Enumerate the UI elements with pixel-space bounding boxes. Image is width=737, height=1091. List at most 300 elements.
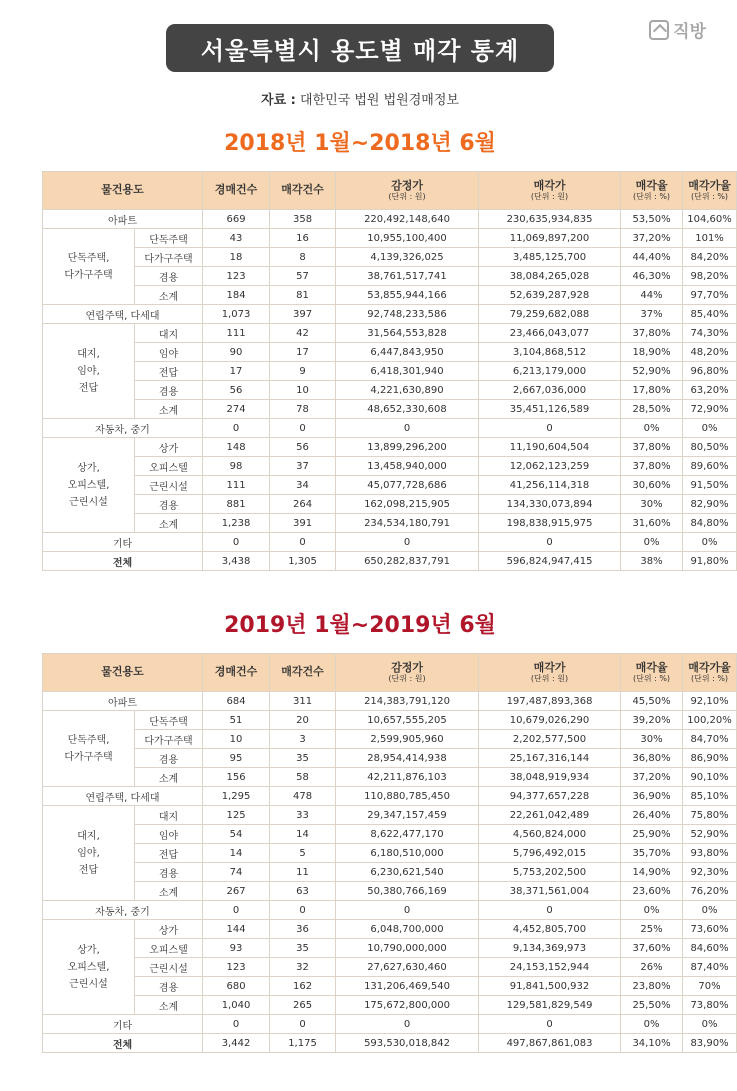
subcategory-cell: 임야	[135, 343, 203, 362]
subcategory-cell: 오피스텔	[135, 457, 203, 476]
stats-table-2019	[42, 653, 737, 1053]
subcategory-cell: 겸용	[135, 381, 203, 400]
subcategory-cell: 전답	[135, 362, 203, 381]
sale-price-cell: 0	[479, 901, 621, 920]
table-row	[43, 939, 737, 958]
appraisal-cell: 6,447,843,950	[336, 343, 479, 362]
table-row	[43, 787, 737, 806]
category-cell: 기타	[43, 533, 203, 552]
auction-count-cell: 123	[203, 958, 270, 977]
auction-count-cell: 669	[203, 210, 270, 229]
sale-rate-cell: 36,80%	[621, 749, 683, 768]
sold-count-cell: 0	[270, 901, 336, 920]
appraisal-cell: 10,790,000,000	[336, 939, 479, 958]
table-row	[43, 267, 737, 286]
header-appraisal	[336, 172, 479, 210]
appraisal-cell: 6,230,621,540	[336, 863, 479, 882]
sold-count-cell: 5	[270, 844, 336, 863]
sold-count-cell: 478	[270, 787, 336, 806]
sale-price-cell: 38,371,561,004	[479, 882, 621, 901]
sale-rate-cell: 28,50%	[621, 400, 683, 419]
table-row	[43, 533, 737, 552]
header-sale-price	[479, 172, 621, 210]
appraisal-cell: 0	[336, 901, 479, 920]
table-row	[43, 768, 737, 787]
subcategory-cell: 상가	[135, 920, 203, 939]
price-rate-cell: 97,70%	[683, 286, 737, 305]
sale-rate-cell: 37,80%	[621, 438, 683, 457]
table-row	[43, 438, 737, 457]
sold-count-cell: 81	[270, 286, 336, 305]
sale-price-cell: 38,084,265,028	[479, 267, 621, 286]
auction-count-cell: 56	[203, 381, 270, 400]
table-row	[43, 920, 737, 939]
sold-count-cell: 3	[270, 730, 336, 749]
auction-count-cell: 123	[203, 267, 270, 286]
category-group-cell: 단독주택, 다가구주택	[43, 229, 135, 305]
price-rate-cell: 75,80%	[683, 806, 737, 825]
header-label: 매각건수	[281, 183, 324, 197]
sold-count-cell: 14	[270, 825, 336, 844]
table-row	[43, 362, 737, 381]
sold-count-cell: 1,305	[270, 552, 336, 571]
category-cell: 기타	[43, 1015, 203, 1034]
header-unit: (단위 : 원)	[530, 192, 569, 202]
sale-rate-cell: 30,60%	[621, 476, 683, 495]
sale-price-cell: 4,560,824,000	[479, 825, 621, 844]
sale-rate-cell: 30%	[621, 495, 683, 514]
sale-rate-cell: 0%	[621, 1015, 683, 1034]
auction-count-cell: 1,040	[203, 996, 270, 1015]
sale-price-cell: 2,667,036,000	[479, 381, 621, 400]
price-rate-cell: 89,60%	[683, 457, 737, 476]
subcategory-cell: 근린시설	[135, 958, 203, 977]
sale-rate-cell: 46,30%	[621, 267, 683, 286]
table-row	[43, 495, 737, 514]
sale-price-cell: 5,796,492,015	[479, 844, 621, 863]
header-label: 경매건수	[214, 665, 258, 679]
price-rate-cell: 96,80%	[683, 362, 737, 381]
table-row	[43, 210, 737, 229]
auction-count-cell: 98	[203, 457, 270, 476]
subcategory-cell: 겸용	[135, 977, 203, 996]
appraisal-cell: 13,899,296,200	[336, 438, 479, 457]
sold-count-cell: 311	[270, 692, 336, 711]
header-sale-rate	[621, 654, 683, 692]
sale-price-cell: 52,639,287,928	[479, 286, 621, 305]
header-price-rate	[683, 654, 737, 692]
auction-count-cell: 111	[203, 324, 270, 343]
header-row	[43, 172, 737, 210]
header-unit: (단위 : %)	[690, 674, 729, 684]
home-icon	[649, 20, 669, 40]
sale-rate-cell: 26%	[621, 958, 683, 977]
table-row	[43, 749, 737, 768]
category-cell: 연립주택, 다세대	[43, 305, 203, 324]
sale-price-cell: 197,487,893,368	[479, 692, 621, 711]
price-rate-cell: 84,80%	[683, 514, 737, 533]
appraisal-cell: 45,077,728,686	[336, 476, 479, 495]
table-row	[43, 692, 737, 711]
price-rate-cell: 91,50%	[683, 476, 737, 495]
category-group-cell: 상가, 오피스텔, 근린시설	[43, 438, 135, 533]
header-appraisal	[336, 654, 479, 692]
appraisal-cell: 6,418,301,940	[336, 362, 479, 381]
table-row	[43, 229, 737, 248]
sale-rate-cell: 37,20%	[621, 768, 683, 787]
stats-table-2018	[42, 171, 737, 571]
header-label: 매각건수	[281, 665, 324, 679]
appraisal-cell: 0	[336, 1015, 479, 1034]
appraisal-cell: 2,599,905,960	[336, 730, 479, 749]
sale-rate-cell: 45,50%	[621, 692, 683, 711]
price-rate-cell: 74,30%	[683, 324, 737, 343]
sold-count-cell: 8	[270, 248, 336, 267]
subcategory-cell: 소계	[135, 400, 203, 419]
sold-count-cell: 264	[270, 495, 336, 514]
sale-rate-cell: 52,90%	[621, 362, 683, 381]
sale-rate-cell: 36,90%	[621, 787, 683, 806]
header-unit: (단위 : 원)	[388, 192, 426, 202]
appraisal-cell: 4,221,630,890	[336, 381, 479, 400]
subcategory-cell: 다가구주택	[135, 248, 203, 267]
auction-count-cell: 148	[203, 438, 270, 457]
auction-count-cell: 111	[203, 476, 270, 495]
table-row	[43, 806, 737, 825]
sale-price-cell: 6,213,179,000	[479, 362, 621, 381]
sold-count-cell: 34	[270, 476, 336, 495]
auction-count-cell: 95	[203, 749, 270, 768]
header-unit: (단위 : 원)	[388, 674, 426, 684]
sale-rate-cell: 0%	[621, 901, 683, 920]
table-row	[43, 419, 737, 438]
auction-count-cell: 125	[203, 806, 270, 825]
header-auction-count	[203, 654, 270, 692]
source-label: 자료 :	[261, 93, 296, 108]
auction-count-cell: 274	[203, 400, 270, 419]
sale-rate-cell: 44%	[621, 286, 683, 305]
sold-count-cell: 35	[270, 939, 336, 958]
price-rate-cell: 76,20%	[683, 882, 737, 901]
table-row	[43, 1034, 737, 1053]
sale-rate-cell: 37,60%	[621, 939, 683, 958]
auction-count-cell: 1,073	[203, 305, 270, 324]
table-row	[43, 977, 737, 996]
sale-price-cell: 230,635,934,835	[479, 210, 621, 229]
sale-price-cell: 79,259,682,088	[479, 305, 621, 324]
sold-count-cell: 0	[270, 419, 336, 438]
sale-price-cell: 38,048,919,934	[479, 768, 621, 787]
subcategory-cell: 다가구주택	[135, 730, 203, 749]
header-label: 물건용도	[101, 183, 144, 197]
header-sold-count	[270, 172, 336, 210]
auction-count-cell: 51	[203, 711, 270, 730]
price-rate-cell: 72,90%	[683, 400, 737, 419]
table-row	[43, 730, 737, 749]
price-rate-cell: 82,90%	[683, 495, 737, 514]
price-rate-cell: 90,10%	[683, 768, 737, 787]
price-rate-cell: 83,90%	[683, 1034, 737, 1053]
header-auction-count	[203, 172, 270, 210]
subcategory-cell: 소계	[135, 514, 203, 533]
period-title-2018: 2018년 1월~2018년 6월	[224, 131, 496, 156]
sale-rate-cell: 37%	[621, 305, 683, 324]
appraisal-cell: 53,855,944,166	[336, 286, 479, 305]
price-rate-cell: 92,10%	[683, 692, 737, 711]
sale-price-cell: 22,261,042,489	[479, 806, 621, 825]
sale-rate-cell: 53,50%	[621, 210, 683, 229]
appraisal-cell: 27,627,630,460	[336, 958, 479, 977]
appraisal-cell: 6,180,510,000	[336, 844, 479, 863]
sale-price-cell: 12,062,123,259	[479, 457, 621, 476]
sale-rate-cell: 23,60%	[621, 882, 683, 901]
header-category	[43, 172, 203, 210]
sale-price-cell: 3,104,868,512	[479, 343, 621, 362]
auction-count-cell: 156	[203, 768, 270, 787]
subcategory-cell: 단독주택	[135, 229, 203, 248]
auction-count-cell: 0	[203, 901, 270, 920]
source-text: 대한민국 법원 법원경매정보	[300, 93, 459, 108]
price-rate-cell: 0%	[683, 419, 737, 438]
subcategory-cell: 소계	[135, 996, 203, 1015]
auction-count-cell: 43	[203, 229, 270, 248]
appraisal-cell: 10,657,555,205	[336, 711, 479, 730]
subcategory-cell: 겸용	[135, 267, 203, 286]
header-label: 매각율	[635, 660, 668, 674]
price-rate-cell: 70%	[683, 977, 737, 996]
auction-count-cell: 54	[203, 825, 270, 844]
sale-price-cell: 9,134,369,973	[479, 939, 621, 958]
sale-price-cell: 134,330,073,894	[479, 495, 621, 514]
auction-count-cell: 881	[203, 495, 270, 514]
sale-rate-cell: 37,80%	[621, 324, 683, 343]
brand-name: 직방	[673, 22, 706, 42]
category-group-cell: 대지, 임야, 전답	[43, 806, 135, 901]
sale-rate-cell: 35,70%	[621, 844, 683, 863]
price-rate-cell: 0%	[683, 533, 737, 552]
table-row	[43, 882, 737, 901]
sold-count-cell: 391	[270, 514, 336, 533]
sold-count-cell: 42	[270, 324, 336, 343]
auction-count-cell: 184	[203, 286, 270, 305]
price-rate-cell: 85,40%	[683, 305, 737, 324]
sold-count-cell: 35	[270, 749, 336, 768]
sold-count-cell: 56	[270, 438, 336, 457]
category-cell: 아파트	[43, 210, 203, 229]
price-rate-cell: 48,20%	[683, 343, 737, 362]
source-line	[0, 89, 720, 108]
table-row	[43, 825, 737, 844]
price-rate-cell: 0%	[683, 1015, 737, 1034]
header-label: 물건용도	[101, 665, 144, 679]
price-rate-cell: 104,60%	[683, 210, 737, 229]
brand-logo	[649, 17, 706, 42]
sale-price-cell: 25,167,316,144	[479, 749, 621, 768]
subcategory-cell: 상가	[135, 438, 203, 457]
subcategory-cell: 오피스텔	[135, 939, 203, 958]
header-price-rate	[683, 172, 737, 210]
auction-count-cell: 1,295	[203, 787, 270, 806]
price-rate-cell: 92,30%	[683, 863, 737, 882]
appraisal-cell: 6,048,700,000	[336, 920, 479, 939]
header-unit: (단위 : 원)	[530, 674, 569, 684]
appraisal-cell: 29,347,157,459	[336, 806, 479, 825]
sale-price-cell: 129,581,829,549	[479, 996, 621, 1015]
sold-count-cell: 58	[270, 768, 336, 787]
sale-rate-cell: 25,90%	[621, 825, 683, 844]
appraisal-cell: 38,761,517,741	[336, 267, 479, 286]
auction-count-cell: 93	[203, 939, 270, 958]
sale-price-cell: 3,485,125,700	[479, 248, 621, 267]
sale-price-cell: 10,679,026,290	[479, 711, 621, 730]
category-group-cell: 대지, 임야, 전답	[43, 324, 135, 419]
auction-count-cell: 10	[203, 730, 270, 749]
sale-rate-cell: 37,80%	[621, 457, 683, 476]
sale-rate-cell: 25,50%	[621, 996, 683, 1015]
table-row	[43, 863, 737, 882]
category-cell: 자동차, 중기	[43, 901, 203, 920]
sale-rate-cell: 26,40%	[621, 806, 683, 825]
subcategory-cell: 겸용	[135, 495, 203, 514]
appraisal-cell: 593,530,018,842	[336, 1034, 479, 1053]
sale-price-cell: 0	[479, 533, 621, 552]
appraisal-cell: 28,954,414,938	[336, 749, 479, 768]
subcategory-cell: 소계	[135, 286, 203, 305]
price-rate-cell: 52,90%	[683, 825, 737, 844]
price-rate-cell: 87,40%	[683, 958, 737, 977]
table-row	[43, 514, 737, 533]
price-rate-cell: 84,70%	[683, 730, 737, 749]
auction-count-cell: 74	[203, 863, 270, 882]
auction-count-cell: 684	[203, 692, 270, 711]
price-rate-cell: 85,10%	[683, 787, 737, 806]
table-row	[43, 248, 737, 267]
header-sale-price	[479, 654, 621, 692]
sale-price-cell: 0	[479, 1015, 621, 1034]
sale-rate-cell: 23,80%	[621, 977, 683, 996]
appraisal-cell: 48,652,330,608	[336, 400, 479, 419]
sold-count-cell: 57	[270, 267, 336, 286]
table-row	[43, 343, 737, 362]
table-row	[43, 324, 737, 343]
sold-count-cell: 1,175	[270, 1034, 336, 1053]
subcategory-cell: 대지	[135, 324, 203, 343]
sale-price-cell: 94,377,657,228	[479, 787, 621, 806]
sale-rate-cell: 37,20%	[621, 229, 683, 248]
auction-count-cell: 17	[203, 362, 270, 381]
table-row	[43, 400, 737, 419]
sale-price-cell: 5,753,202,500	[479, 863, 621, 882]
table-row	[43, 286, 737, 305]
subcategory-cell: 전답	[135, 844, 203, 863]
subcategory-cell: 소계	[135, 882, 203, 901]
price-rate-cell: 93,80%	[683, 844, 737, 863]
table-row	[43, 457, 737, 476]
sold-count-cell: 162	[270, 977, 336, 996]
appraisal-cell: 220,492,148,640	[336, 210, 479, 229]
appraisal-cell: 8,622,477,170	[336, 825, 479, 844]
sold-count-cell: 78	[270, 400, 336, 419]
category-cell: 전체	[43, 1034, 203, 1053]
subcategory-cell: 겸용	[135, 863, 203, 882]
price-rate-cell: 0%	[683, 901, 737, 920]
auction-count-cell: 1,238	[203, 514, 270, 533]
price-rate-cell: 91,80%	[683, 552, 737, 571]
sold-count-cell: 32	[270, 958, 336, 977]
sale-price-cell: 11,069,897,200	[479, 229, 621, 248]
sale-rate-cell: 38%	[621, 552, 683, 571]
sold-count-cell: 397	[270, 305, 336, 324]
appraisal-cell: 214,383,791,120	[336, 692, 479, 711]
sale-price-cell: 11,190,604,504	[479, 438, 621, 457]
price-rate-cell: 86,90%	[683, 749, 737, 768]
auction-count-cell: 680	[203, 977, 270, 996]
appraisal-cell: 0	[336, 533, 479, 552]
subcategory-cell: 근린시설	[135, 476, 203, 495]
header-unit: (단위 : %)	[632, 674, 671, 684]
appraisal-cell: 234,534,180,791	[336, 514, 479, 533]
appraisal-cell: 13,458,940,000	[336, 457, 479, 476]
header-unit: (단위 : %)	[632, 192, 671, 202]
header-row	[43, 654, 737, 692]
sale-rate-cell: 0%	[621, 533, 683, 552]
table-row	[43, 844, 737, 863]
sale-price-cell: 0	[479, 419, 621, 438]
price-rate-cell: 101%	[683, 229, 737, 248]
page-title: 서울특별시 용도별 매각 통계	[166, 24, 554, 72]
table-row	[43, 901, 737, 920]
auction-count-cell: 0	[203, 419, 270, 438]
header-label: 감정가	[391, 660, 423, 674]
category-cell: 자동차, 중기	[43, 419, 203, 438]
header-label: 매각가	[533, 178, 566, 192]
table-row	[43, 958, 737, 977]
auction-count-cell: 14	[203, 844, 270, 863]
appraisal-cell: 175,672,800,000	[336, 996, 479, 1015]
auction-count-cell: 144	[203, 920, 270, 939]
sold-count-cell: 16	[270, 229, 336, 248]
sale-rate-cell: 14,90%	[621, 863, 683, 882]
sold-count-cell: 37	[270, 457, 336, 476]
header-sold-count	[270, 654, 336, 692]
sold-count-cell: 10	[270, 381, 336, 400]
sold-count-cell: 358	[270, 210, 336, 229]
sale-price-cell: 23,466,043,077	[479, 324, 621, 343]
sold-count-cell: 9	[270, 362, 336, 381]
auction-count-cell: 267	[203, 882, 270, 901]
sale-price-cell: 497,867,861,083	[479, 1034, 621, 1053]
price-rate-cell: 84,20%	[683, 248, 737, 267]
auction-count-cell: 0	[203, 533, 270, 552]
auction-count-cell: 3,442	[203, 1034, 270, 1053]
sold-count-cell: 17	[270, 343, 336, 362]
sold-count-cell: 11	[270, 863, 336, 882]
sale-price-cell: 35,451,126,589	[479, 400, 621, 419]
appraisal-cell: 131,206,469,540	[336, 977, 479, 996]
appraisal-cell: 650,282,837,791	[336, 552, 479, 571]
appraisal-cell: 50,380,766,169	[336, 882, 479, 901]
price-rate-cell: 73,60%	[683, 920, 737, 939]
sale-rate-cell: 17,80%	[621, 381, 683, 400]
sold-count-cell: 36	[270, 920, 336, 939]
price-rate-cell: 80,50%	[683, 438, 737, 457]
header-category	[43, 654, 203, 692]
auction-count-cell: 0	[203, 1015, 270, 1034]
header-unit: (단위 : %)	[690, 192, 729, 202]
sale-rate-cell: 44,40%	[621, 248, 683, 267]
appraisal-cell: 92,748,233,586	[336, 305, 479, 324]
auction-count-cell: 90	[203, 343, 270, 362]
